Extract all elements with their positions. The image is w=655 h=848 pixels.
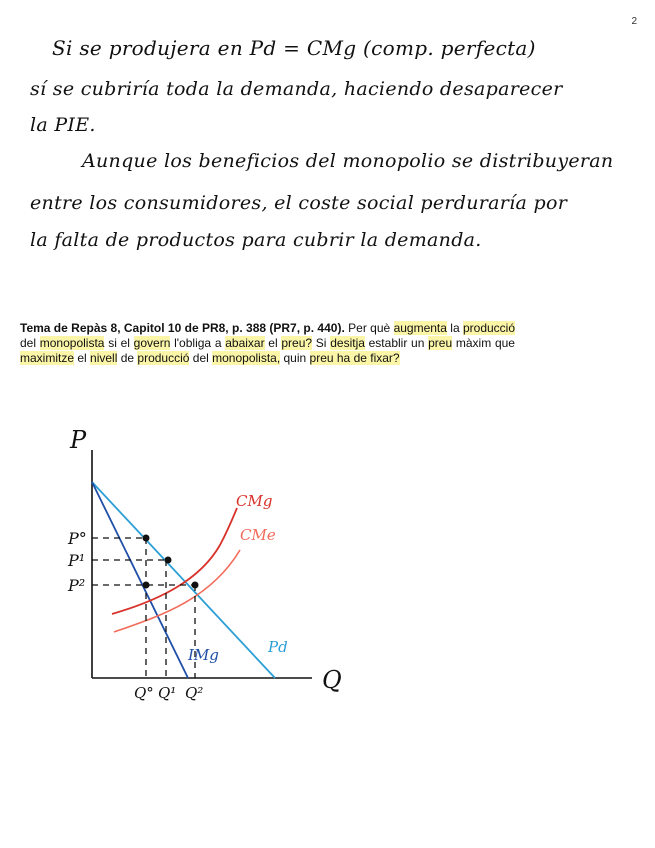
highlighted-text: preu (428, 336, 453, 350)
question-text: l'obliga a (170, 336, 226, 350)
highlighted-text: nivell (90, 351, 118, 365)
question-text: del (189, 351, 213, 365)
dashed-guides (92, 538, 195, 678)
x-axis-label: Q (322, 666, 342, 694)
highlighted-text: producció (462, 321, 516, 335)
highlighted-text: monopolista, (212, 351, 281, 365)
point-monopoly-price (143, 535, 150, 542)
cmg-label: CMg (236, 492, 273, 510)
demand-label: Pd (268, 638, 288, 656)
img-label: IMg (188, 646, 219, 664)
question-text: la (446, 321, 463, 335)
point-p1 (165, 557, 172, 564)
question-text: Per què (344, 321, 394, 335)
highlighted-text: preu ha de fixar? (309, 351, 400, 365)
highlighted-text: preu? (281, 336, 313, 350)
question-text: quin (280, 351, 310, 365)
handwritten-line-3: la PIE. (30, 114, 96, 136)
demand-curve (92, 482, 275, 678)
quantity-label-q0: Q° (134, 684, 154, 702)
quantity-label-q1: Q¹ (158, 684, 177, 702)
marginal-revenue-curve (92, 482, 188, 678)
price-label-p0: P° (68, 529, 87, 548)
handwritten-line-4: Aunque los beneficios del monopolio se distribuyeran (82, 150, 614, 172)
highlighted-text: govern (133, 336, 171, 350)
question-text: del (20, 336, 40, 350)
question-text: establir un (364, 336, 429, 350)
highlighted-text: augmenta (393, 321, 447, 335)
point-p2-left (143, 582, 150, 589)
question-text: de (117, 351, 138, 365)
question-text: si el (104, 336, 134, 350)
price-label-p2: P² (68, 576, 86, 595)
highlighted-text: producció (137, 351, 190, 365)
price-label-p1: P¹ (68, 551, 86, 570)
cme-label: CMe (240, 526, 276, 544)
handwritten-line-2: sí se cubriría toda la demanda, haciendo desaparecer (30, 78, 563, 100)
quantity-label-q2: Q² (185, 684, 204, 702)
page-number: 2 (631, 16, 637, 27)
highlighted-text: desitja (330, 336, 365, 350)
question-text: el (264, 336, 282, 350)
handwritten-line-5: entre los consumidores, el coste social perduraría por (30, 192, 568, 214)
exercise-question (20, 321, 515, 366)
question-text: Si (312, 336, 331, 350)
highlighted-text: maximitze (20, 351, 75, 365)
y-axis-label: P (70, 426, 87, 454)
highlighted-text: abaixar (225, 336, 265, 350)
question-reference: Tema de Repàs 8, Capitol 10 de PR8, p. 388 (PR7, p. 440). (20, 321, 345, 335)
monopoly-graph (50, 420, 380, 710)
question-text: el (74, 351, 91, 365)
point-p2-right (192, 582, 199, 589)
question-text: màxim que (452, 336, 515, 350)
highlighted-text: monopolista (39, 336, 105, 350)
handwritten-line-6: la falta de productos para cubrir la demanda. (30, 229, 482, 251)
handwritten-line-1: Si se produjera en Pd = CMg (comp. perfecta) (52, 36, 536, 60)
